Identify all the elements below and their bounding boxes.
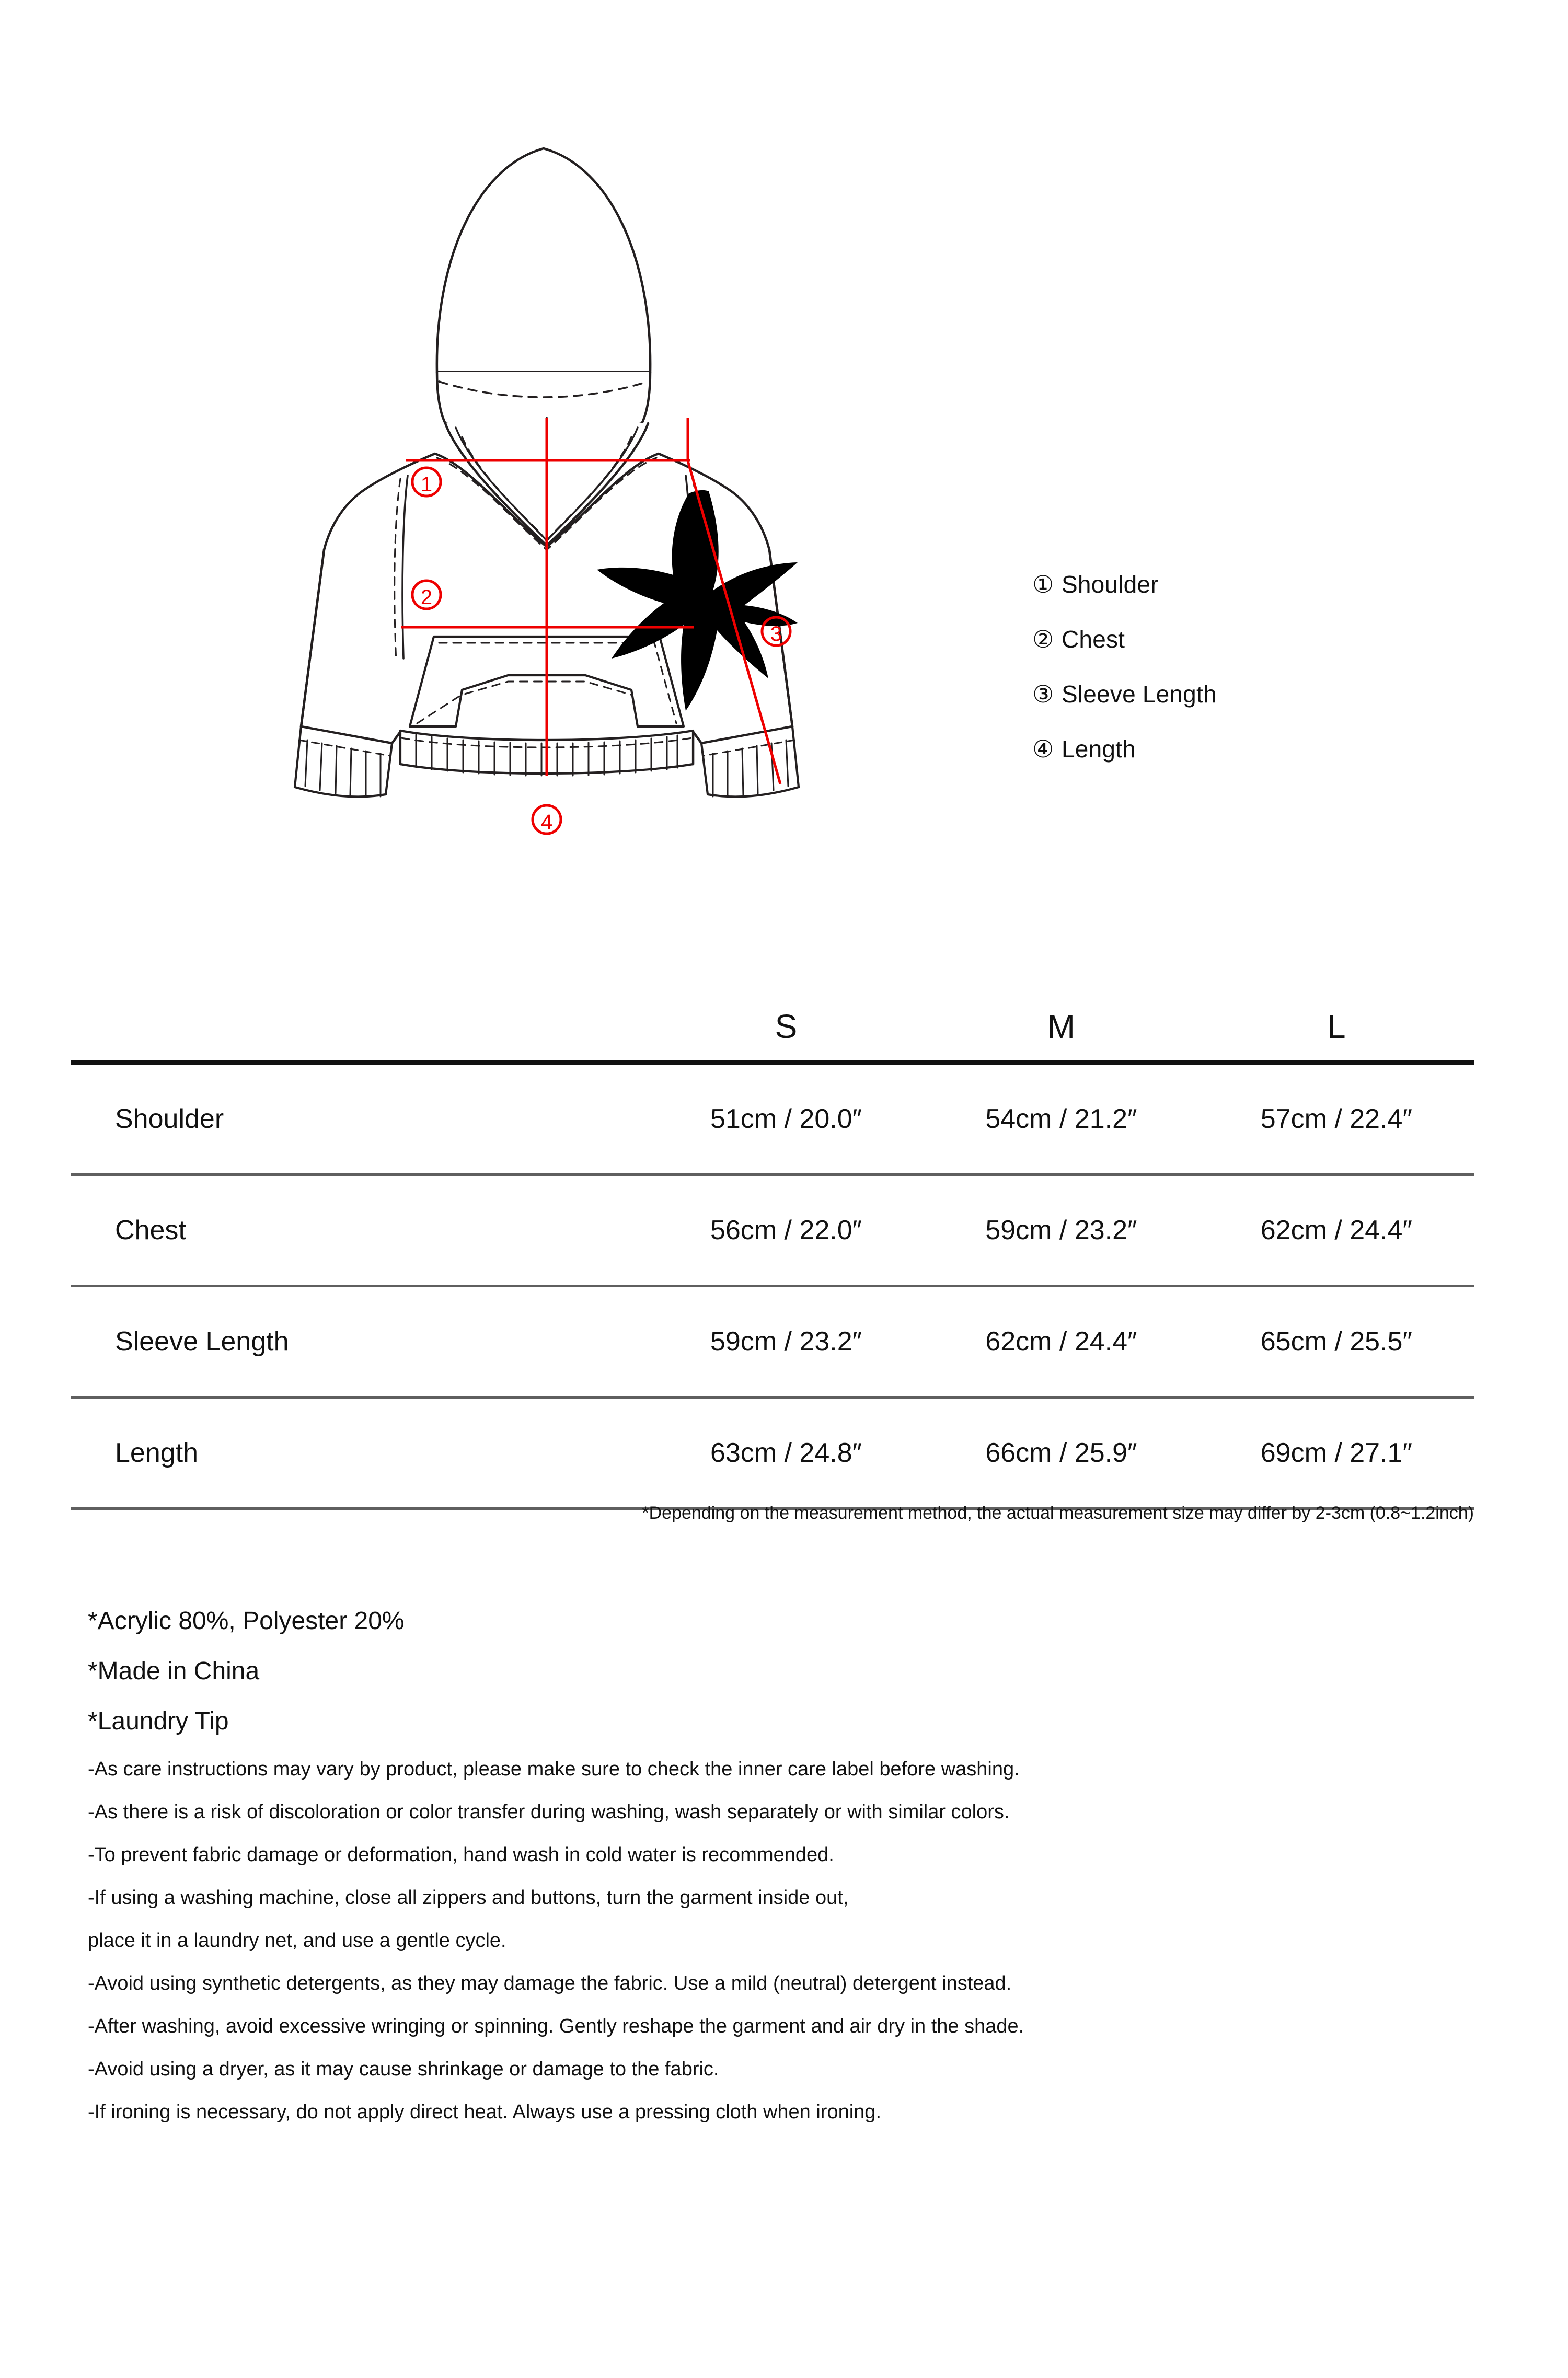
marker-4 — [533, 805, 561, 834]
svg-text:1: 1 — [420, 473, 433, 496]
legend-label-length: Length — [1062, 735, 1136, 763]
column-header-m: M — [924, 993, 1198, 1063]
hoodie-illustration — [251, 105, 868, 904]
laundry-line: -If using a washing machine, close all zippers and buttons, turn the garment inside out, — [88, 1887, 849, 1909]
svg-text:4: 4 — [540, 811, 553, 834]
cell-chest-s: 56cm / 22.0″ — [649, 1175, 924, 1286]
laundry-tip-heading: *Laundry Tip — [88, 1707, 229, 1735]
table-row — [71, 1286, 1474, 1398]
cell-length-m: 66cm / 25.9″ — [924, 1398, 1198, 1509]
country-of-origin: *Made in China — [88, 1657, 260, 1685]
legend-item-length — [1032, 721, 1398, 776]
svg-text:2: 2 — [420, 586, 433, 609]
legend-item-sleeve-length — [1032, 666, 1398, 721]
legend-item-shoulder — [1032, 557, 1398, 611]
legend-label-shoulder: Shoulder — [1062, 570, 1159, 598]
cell-sleeve-s: 59cm / 23.2″ — [649, 1286, 924, 1398]
measurement-legend — [1032, 557, 1398, 776]
table-row — [71, 1063, 1474, 1175]
column-header-l: L — [1199, 993, 1474, 1063]
cell-sleeve-m: 62cm / 24.4″ — [924, 1286, 1198, 1398]
legend-marker-4: ④ — [1032, 735, 1054, 763]
material-composition: *Acrylic 80%, Polyester 20% — [88, 1607, 405, 1635]
cell-shoulder-l: 57cm / 22.4″ — [1199, 1063, 1474, 1175]
cell-shoulder-s: 51cm / 20.0″ — [649, 1063, 924, 1175]
table-header-row — [71, 993, 1474, 1063]
column-header-s: S — [649, 993, 924, 1063]
table-row — [71, 1398, 1474, 1509]
cell-chest-m: 59cm / 23.2″ — [924, 1175, 1198, 1286]
laundry-line: -As care instructions may vary by product, please make sure to check the inner care label before washing. — [88, 1758, 1020, 1780]
cell-length-l: 69cm / 27.1″ — [1199, 1398, 1474, 1509]
table-row — [71, 1175, 1474, 1286]
cell-shoulder-m: 54cm / 21.2″ — [924, 1063, 1198, 1175]
laundry-line: -Avoid using a dryer, as it may cause shrinkage or damage to the fabric. — [88, 2058, 719, 2080]
size-chart-table — [71, 993, 1474, 1510]
legend-label-chest: Chest — [1062, 625, 1125, 653]
legend-marker-2: ② — [1032, 625, 1054, 653]
laundry-line: -As there is a risk of discoloration or color transfer during washing, wash separately or with similar colors. — [88, 1801, 1010, 1823]
svg-text:3: 3 — [770, 622, 782, 645]
cell-length-s: 63cm / 24.8″ — [649, 1398, 924, 1509]
row-label-chest: Chest — [71, 1175, 649, 1286]
row-label-sleeve-length: Sleeve Length — [71, 1286, 649, 1398]
laundry-line: -If ironing is necessary, do not apply direct heat. Always use a pressing cloth when ironing. — [88, 2101, 881, 2123]
cell-chest-l: 62cm / 24.4″ — [1199, 1175, 1474, 1286]
laundry-line: -Avoid using synthetic detergents, as they may damage the fabric. Use a mild (neutral) detergent instead. — [88, 1972, 1012, 1994]
legend-marker-3: ③ — [1032, 680, 1054, 708]
legend-marker-1: ① — [1032, 570, 1054, 598]
product-details — [88, 1609, 1499, 2145]
cell-sleeve-l: 65cm / 25.5″ — [1199, 1286, 1474, 1398]
row-label-shoulder: Shoulder — [71, 1063, 649, 1175]
laundry-line-continuation: place it in a laundry net, and use a gentle cycle. — [88, 1930, 506, 1952]
laundry-line: -After washing, avoid excessive wringing or spinning. Gently reshape the garment and air dry in the shade. — [88, 2015, 1024, 2037]
row-label-length: Length — [71, 1398, 649, 1509]
table-corner-cell — [71, 993, 649, 1063]
laundry-line: -To prevent fabric damage or deformation, hand wash in cold water is recommended. — [88, 1844, 834, 1866]
legend-label-sleeve-length: Sleeve Length — [1062, 680, 1217, 708]
measurement-disclaimer: *Depending on the measurement method, the actual measurement size may differ by 2-3cm (0.8~1.2inch) — [642, 1503, 1474, 1523]
legend-item-chest — [1032, 611, 1398, 666]
